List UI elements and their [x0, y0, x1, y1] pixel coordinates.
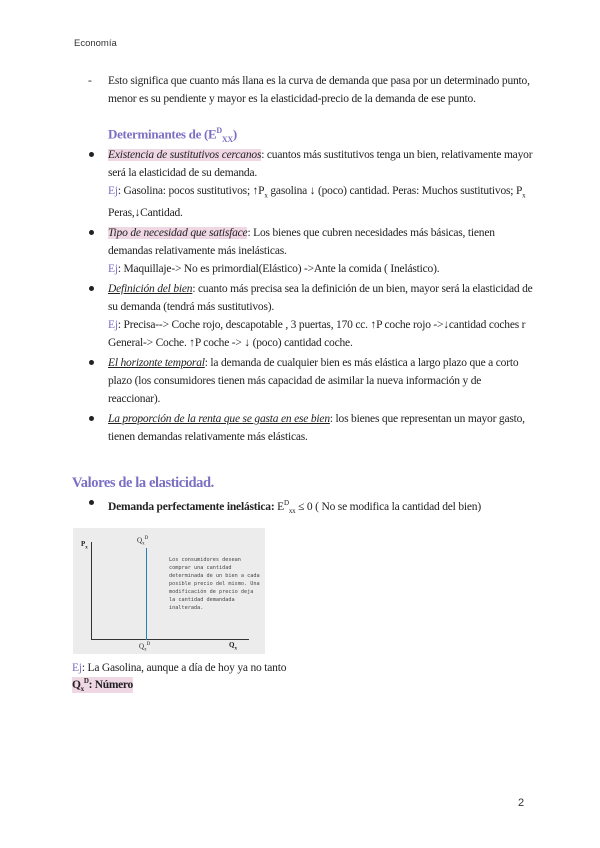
intro-paragraph — [88, 72, 538, 108]
y-axis-label: $P_x$ — [81, 540, 88, 551]
term-text: : la demanda de cualquier bien es más elástica a largo plazo que a corto plazo (los consumidores tienen más capacidad de asimilar la nueva información y de reaccionar). — [108, 357, 519, 406]
ej-label: Ej — [108, 319, 118, 332]
example-line: Ej: La Gasolina, aunque a día de hoy ya no tanto — [72, 662, 287, 674]
x-axis — [91, 639, 249, 640]
demand-line — [146, 548, 147, 640]
page-number: 2 — [518, 797, 525, 809]
term-underlined: Definición del bien — [108, 283, 193, 296]
bullet-dot — [89, 230, 94, 235]
determinantes-heading: Determinantes de $(E^D_{XX})$ — [108, 126, 237, 144]
list-item: Tipo de necesidad que satisface: Los bienes que cubren necesidades más básicas, tienen demandas relativamente más inelásticas. Ej: Maquillaje-> No es primordial(Elástico) ->Ante la comida ( Inelástico). — [86, 224, 536, 278]
page-header: Economía — [74, 38, 117, 49]
term-text: : cuanto más precisa sea la definición de un bien, mayor será la elasticidad de su demanda (tendrá más sustitutivos). — [108, 283, 533, 314]
intro-text: Esto significa que cuanto más llana es la curva de demanda que pasa por un determinado punto, menor es su pendiente y mayor es la elasticidad-precio de la demanda de ese punto. — [108, 75, 530, 105]
figure-note: Los consumidores desean comprar una cantidad determinada de un bien a cada posible precio del mismo. Una modificación de precio deja la cantidad demandada inalterada. — [169, 557, 260, 611]
determinantes-list — [86, 146, 536, 446]
term-highlight: Existencia de sustitutivos cercanos — [108, 149, 262, 161]
item-bold: Demanda perfectamente inelástica: — [108, 500, 275, 513]
term-text: : Los bienes que cubren necesidades más básicas, tienen demandas relativamente más inelásticas. — [108, 227, 495, 258]
ej-label: Ej — [72, 662, 82, 674]
bullet-dot — [89, 416, 94, 421]
valores-heading: Valores de la elasticidad. — [72, 475, 214, 491]
list-item: Existencia de sustitutivos cercanos: cuantos más sustitutivos tenga un bien, relativamente mayor será la elasticidad de su demanda. Ej: Gasolina: pocos sustitutivos; $↑P_x$ gasolina ↓ (poco) cantidad. Peras: Muchos sustitutivos; $P_x$ Peras,↓Cantidad. — [86, 146, 536, 222]
list-item: Definición del bien: cuanto más precisa sea la definición de un bien, mayor será la elasticidad de su demanda (tendrá más sustitutivos). Ej: Precisa--> Coche rojo, descapotable , 3 puertas, 170 cc. ↑P coche rojo ->↓cantidad coches r General-> Coche. ↑P coche -> ↓ (poco) cantidad coche. — [86, 280, 536, 352]
x-axis-label: $Q_x$ — [229, 641, 237, 652]
list-item: Demanda perfectamente inelástica: $E^D_{xx} \le 0$ ( No se modifica la cantidad del bien) — [86, 494, 536, 520]
term-underlined: La proporción de la renta que se gasta en ese bien — [108, 413, 330, 426]
term-text: : cuantos más sustitutivos tenga un bien, relativamente mayor será la elasticidad de su demanda. — [108, 149, 533, 179]
demand-bottom-label: $Q_x^D$ — [139, 642, 151, 653]
bullet-dot — [89, 500, 94, 505]
demand-top-label: $Q_x^D$ — [137, 536, 149, 547]
term-underlined: El horizonte temporal — [108, 357, 205, 370]
list-item — [86, 354, 536, 408]
inelastic-demand-figure — [73, 528, 265, 654]
y-axis — [91, 542, 92, 640]
bullet-dot — [89, 360, 94, 365]
term-highlight: Tipo de necesidad que satisface — [108, 227, 248, 240]
term-text: : los bienes que representan un mayor gasto, tienen demandas relativamente más elásticas. — [108, 413, 525, 444]
bullet-dot — [89, 152, 94, 157]
ej-label: Ej — [108, 185, 118, 197]
bullet-dot — [89, 286, 94, 291]
qn-heading: $Q_x^D$: Número — [72, 677, 133, 694]
valores-item — [86, 494, 536, 520]
ej-label: Ej — [108, 263, 118, 276]
list-item — [86, 410, 536, 446]
dash-marker: - — [88, 75, 92, 87]
